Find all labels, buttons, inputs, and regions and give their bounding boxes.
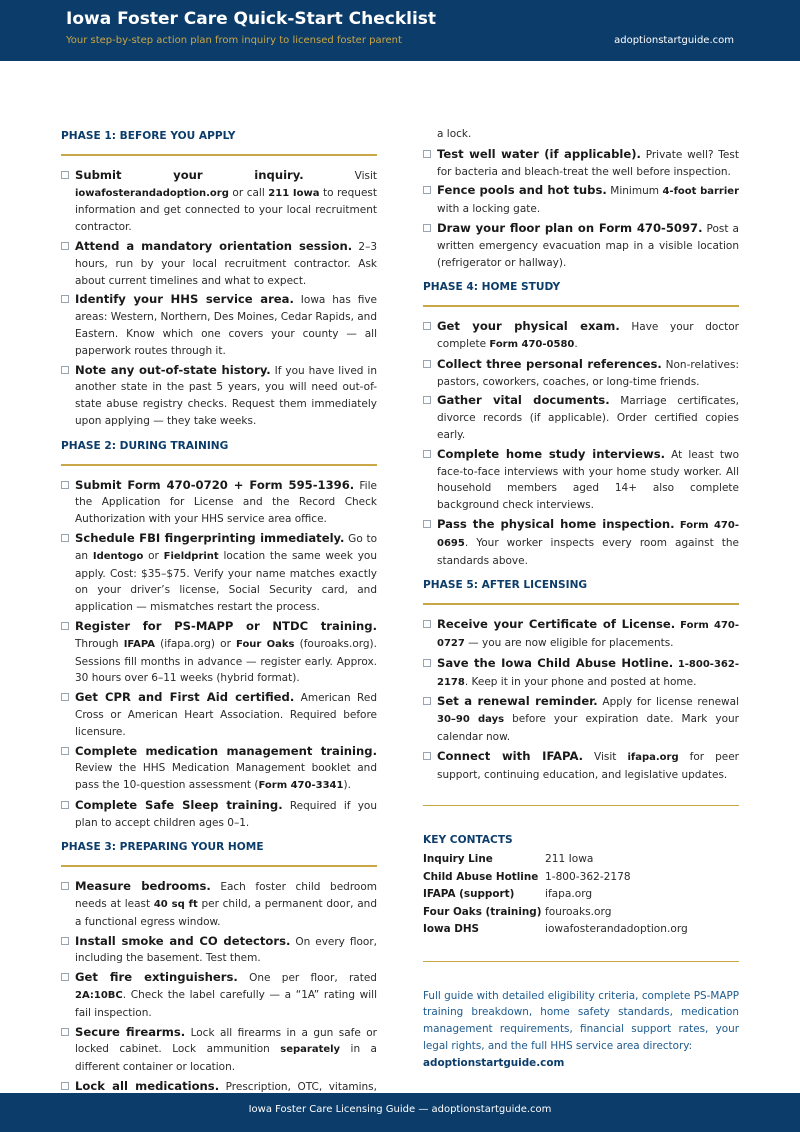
item-emphasis: Form 470-0727 — [437, 620, 740, 649]
item-emphasis: Form 470-0580 — [489, 338, 575, 350]
item-text: before your expiration date. Mark your calendar now. — [437, 713, 739, 743]
page-footer — [0, 1093, 800, 1132]
item-heading: Identify your HHS service area. — [75, 292, 294, 307]
item-emphasis: 30–90 days — [437, 714, 505, 726]
item-heading: Lock all medications. — [75, 1079, 220, 1094]
item-heading: Complete home study interviews. — [437, 446, 666, 461]
checklist-item — [423, 318, 739, 354]
item-text: ). — [343, 779, 351, 792]
item-text: Each foster child bedroom needs at least — [75, 881, 377, 911]
section-divider — [423, 805, 739, 806]
contact-label: Iowa DHS — [423, 923, 480, 936]
contact-value: iowafosterandadoption.org — [545, 923, 688, 936]
item-heading: Gather vital documents. — [437, 393, 610, 408]
checklist-item — [61, 362, 377, 430]
checkbox[interactable] — [61, 937, 69, 945]
item-heading: Get your physical exam. — [437, 319, 620, 334]
checkbox[interactable] — [423, 150, 431, 158]
checklist-item — [423, 356, 739, 391]
item-text: location the same week you apply. Cost: $35–$75. Verify your name matches exactly on your driver’s license, Social Security card, and application — mismatches restart the process. — [75, 549, 377, 614]
checkbox[interactable] — [423, 697, 431, 705]
phase-title: PHASE 3: PREPARING YOUR HOME — [61, 839, 377, 867]
checkbox[interactable] — [61, 801, 69, 809]
item-heading: Draw your floor plan on Form 470-5097. — [437, 220, 703, 235]
checklist-item — [61, 689, 377, 740]
left-column — [61, 126, 377, 1131]
page-header — [0, 0, 800, 61]
phase-title: PHASE 4: HOME STUDY — [423, 279, 739, 307]
item-text: Private well? Test for bacteria and bleach-treat the well before inspection. — [437, 148, 739, 178]
item-heading: Secure firearms. — [75, 1024, 186, 1039]
item-text: One per floor, rated — [237, 972, 377, 985]
phase-title: PHASE 2: DURING TRAINING — [61, 438, 377, 466]
contact-label: Child Abuse Hotline — [423, 870, 539, 883]
item-text: 2–3 hours, run by your local recruitment contractor. Ask about current timelines and what to expect. — [75, 240, 378, 287]
contact-label: Inquiry Line — [423, 853, 493, 866]
checkbox[interactable] — [61, 973, 69, 981]
item-text: . Keep it in your phone and posted at home. — [464, 675, 697, 688]
right-column — [423, 128, 739, 1072]
item-text: . Your worker inspects every room against the standards above. — [437, 536, 739, 567]
checklist-item — [423, 693, 739, 745]
phase-title: PHASE 1: BEFORE YOU APPLY — [61, 128, 377, 156]
section-divider — [423, 961, 739, 962]
full-guide-text: Full guide with detailed eligibility criteria, complete PS-MAPP training breakdown, home safety standards, medication management requirements, financial support rates, your legal rights, and the full HHS service area directory: — [423, 989, 739, 1052]
checkbox[interactable] — [423, 752, 431, 760]
item-text: File the Application for License and the Record Check Authorization with your HHS service area office. — [75, 479, 377, 526]
item-emphasis: 40 sq ft — [153, 899, 198, 911]
item-emphasis: 2A:10BC — [75, 990, 123, 1002]
checkbox[interactable] — [61, 1028, 69, 1036]
item-text: Minimum — [606, 185, 663, 198]
checkbox[interactable] — [61, 171, 69, 179]
item-text: Non-relatives: pastors, coworkers, coaches, or long-time friends. — [437, 358, 739, 388]
item-emphasis: iowafosterandadoption.org — [75, 187, 229, 199]
item-heading: Note any out-of-state history. — [75, 362, 271, 377]
key-contacts-title: KEY CONTACTS — [423, 834, 513, 847]
checklist-item — [423, 146, 739, 181]
item-emphasis: Four Oaks — [236, 638, 295, 650]
checkbox[interactable] — [61, 882, 69, 890]
phase-section — [423, 126, 739, 271]
item-text: At least two face-to-face interviews with your home study worker. All household members aged 14+ also complete background check interviews. — [437, 448, 739, 512]
document-title: Iowa Foster Care Quick-Start Checklist — [66, 9, 437, 29]
item-heading: Get CPR and First Aid certified. — [75, 690, 295, 705]
checklist-item — [423, 655, 739, 692]
item-text: Lock all firearms in a gun safe or locked cabinet. Lock ammunition — [75, 1026, 377, 1056]
item-heading: Attend a mandatory orientation session. — [75, 238, 353, 253]
item-text: or — [143, 549, 164, 562]
item-text: Prescription, OTC, vitamins, — [225, 1081, 377, 1094]
item-emphasis: Identogo — [92, 550, 144, 562]
contact-value: ifapa.org — [545, 888, 593, 901]
item-text: On every floor, including the basement. Test them. — [75, 935, 377, 965]
checklist-item — [61, 618, 377, 687]
phase-title: PHASE 5: AFTER LICENSING — [423, 577, 739, 605]
item-heading: Get fire extinguishers. — [75, 970, 238, 985]
checklist-item — [423, 616, 739, 653]
item-heading: Collect three personal references. — [437, 356, 662, 371]
checkbox[interactable] — [61, 242, 69, 250]
contact-list — [423, 851, 739, 939]
checklist-item — [61, 878, 377, 930]
item-heading: Schedule FBI fingerprinting immediately. — [75, 530, 345, 545]
continued-text: a lock. — [437, 128, 472, 140]
footer-text: Iowa Foster Care Licensing Guide — adoptionstartguide.com — [248, 1104, 552, 1115]
item-heading: Connect with IFAPA. — [437, 748, 584, 763]
contact-value: 1-800-362-2178 — [545, 870, 631, 883]
checklist-item — [423, 446, 739, 514]
item-text: Go to an — [75, 532, 378, 562]
contact-label: IFAPA (support) — [423, 888, 515, 901]
contact-row — [423, 869, 739, 887]
item-text: Marriage certificates, divorce records (if applicable). Order certified copies early. — [437, 395, 739, 441]
phase-section — [423, 279, 739, 569]
right-phases — [423, 126, 739, 783]
item-heading: Fence pools and hot tubs. — [437, 183, 607, 198]
item-emphasis: Form 470-0695 — [437, 519, 739, 549]
item-emphasis: 211 Iowa — [268, 187, 320, 199]
item-heading: Test well water (if applicable). — [437, 146, 641, 161]
checkbox[interactable] — [423, 450, 431, 458]
item-heading: Measure bedrooms. — [75, 879, 211, 894]
item-emphasis: separately — [280, 1044, 341, 1056]
checkbox[interactable] — [423, 224, 431, 232]
checkbox[interactable] — [423, 659, 431, 667]
checkbox[interactable] — [423, 396, 431, 404]
checklist-item — [423, 392, 739, 443]
item-emphasis: 4-foot barrier — [662, 186, 740, 198]
checklist-item — [423, 182, 739, 218]
item-text: with a locking gate. — [437, 203, 541, 216]
checkbox[interactable] — [423, 186, 431, 194]
contact-row — [423, 886, 739, 904]
item-heading: Set a renewal reminder. — [437, 694, 598, 709]
checkbox[interactable] — [61, 747, 69, 755]
item-heading: Receive your Certificate of License. — [437, 617, 676, 632]
item-text: for peer support, continuing education, and legislative updates. — [437, 750, 739, 781]
item-text: Visit — [303, 169, 377, 182]
item-text: Through — [75, 637, 124, 650]
checklist-item — [61, 477, 377, 528]
item-text: Apply for license renewal — [597, 696, 739, 709]
checkbox[interactable] — [423, 360, 431, 368]
item-text: (fouroaks.org). Sessions fill months in advance — register early. Approx. 30 hours over 6–11 weeks (hybrid format). — [75, 637, 377, 685]
item-emphasis: 1-800-362-2178 — [437, 658, 739, 688]
checklist-item — [61, 167, 377, 236]
contact-row — [423, 851, 739, 869]
checklist-item — [61, 238, 377, 289]
key-contacts — [423, 832, 739, 938]
phase-section — [423, 577, 739, 783]
phase-section — [61, 128, 377, 430]
checklist-item — [61, 530, 377, 616]
phase-section — [61, 839, 377, 1129]
header-site-link[interactable]: adoptionstartguide.com — [614, 35, 734, 46]
item-heading: Save the Iowa Child Abuse Hotline. — [437, 655, 674, 670]
item-emphasis: Form 470-3341 — [258, 780, 344, 792]
checkbox[interactable] — [61, 693, 69, 701]
item-text: Review the HHS Medication Management booklet and pass the 10-question assessment ( — [75, 762, 377, 792]
checklist-item — [61, 743, 377, 795]
item-text: American Red Cross or American Heart Association. Required before licensure. — [75, 692, 378, 738]
contact-value: fouroaks.org — [545, 905, 612, 918]
document-subtitle: Your step-by-step action plan from inquiry to licensed foster parent — [66, 35, 402, 46]
item-heading: Register for PS-MAPP or NTDC training. — [75, 618, 377, 633]
checkbox[interactable] — [61, 366, 69, 374]
checklist-item — [61, 933, 377, 968]
checkbox[interactable] — [423, 620, 431, 628]
item-text: . Check the label carefully — a “1A” rating will fail inspection. — [75, 989, 377, 1019]
phase-section — [61, 438, 377, 832]
item-text: in a different container or location. — [75, 1043, 377, 1074]
item-text: — you are now eligible for placements. — [464, 636, 674, 649]
item-text: Iowa has five areas: Western, Northern, Des Moines, Cedar Rapids, and Eastern. Know which one covers your county — all paperwork routes through it. — [75, 294, 378, 357]
checkbox[interactable] — [61, 1082, 69, 1090]
item-text: Post a written emergency evacuation map in a visible location (refrigerator or hallway). — [437, 222, 739, 269]
item-text: Have your doctor complete — [437, 321, 739, 350]
contact-value: 211 Iowa — [545, 853, 594, 866]
item-text: or call — [228, 186, 269, 199]
item-text: (ifapa.org) or — [154, 637, 237, 650]
item-emphasis: ifapa.org — [627, 751, 679, 763]
checklist-item — [61, 969, 377, 1021]
item-heading: Install smoke and CO detectors. — [75, 933, 291, 948]
checklist-item — [423, 516, 739, 569]
checkbox[interactable] — [61, 534, 69, 542]
item-text: . — [574, 337, 578, 350]
item-emphasis: IFAPA — [123, 638, 155, 650]
item-heading: Pass the physical home inspection. — [437, 516, 675, 531]
full-guide-note — [423, 988, 739, 1072]
full-guide-link[interactable]: adoptionstartguide.com — [423, 1056, 565, 1069]
item-text: Visit — [583, 750, 628, 763]
item-text: If you have lived in another state in the past 5 years, you will need out-of-state abuse registry checks. Request them immediately upon applying — they take weeks. — [75, 364, 377, 427]
checklist-item — [423, 748, 739, 784]
item-heading: Complete Safe Sleep training. — [75, 797, 283, 812]
item-text: to request information and get connected to your local recruitment contractor. — [75, 186, 377, 234]
item-text: per child, a permanent door, and a functional egress window. — [75, 898, 377, 928]
contact-row — [423, 904, 739, 922]
item-heading: Submit Form 470-0720 + Form 595-1396. — [75, 477, 355, 492]
checklist-item — [61, 291, 377, 359]
contact-label: Four Oaks (training) — [423, 905, 542, 918]
checkbox[interactable] — [61, 481, 69, 489]
item-heading: Complete medication management training. — [75, 743, 377, 758]
checklist-item — [61, 797, 377, 832]
contact-row — [423, 921, 739, 939]
item-emphasis: Fieldprint — [163, 550, 219, 562]
checkbox[interactable] — [423, 520, 431, 528]
checkbox[interactable] — [423, 322, 431, 330]
checklist-item — [61, 1024, 377, 1076]
item-heading: Submit your inquiry. — [75, 167, 304, 182]
checkbox[interactable] — [61, 295, 69, 303]
checklist-item — [423, 220, 739, 271]
checkbox[interactable] — [61, 622, 69, 630]
item-text: Required if you plan to accept children ages 0–1. — [75, 799, 377, 829]
